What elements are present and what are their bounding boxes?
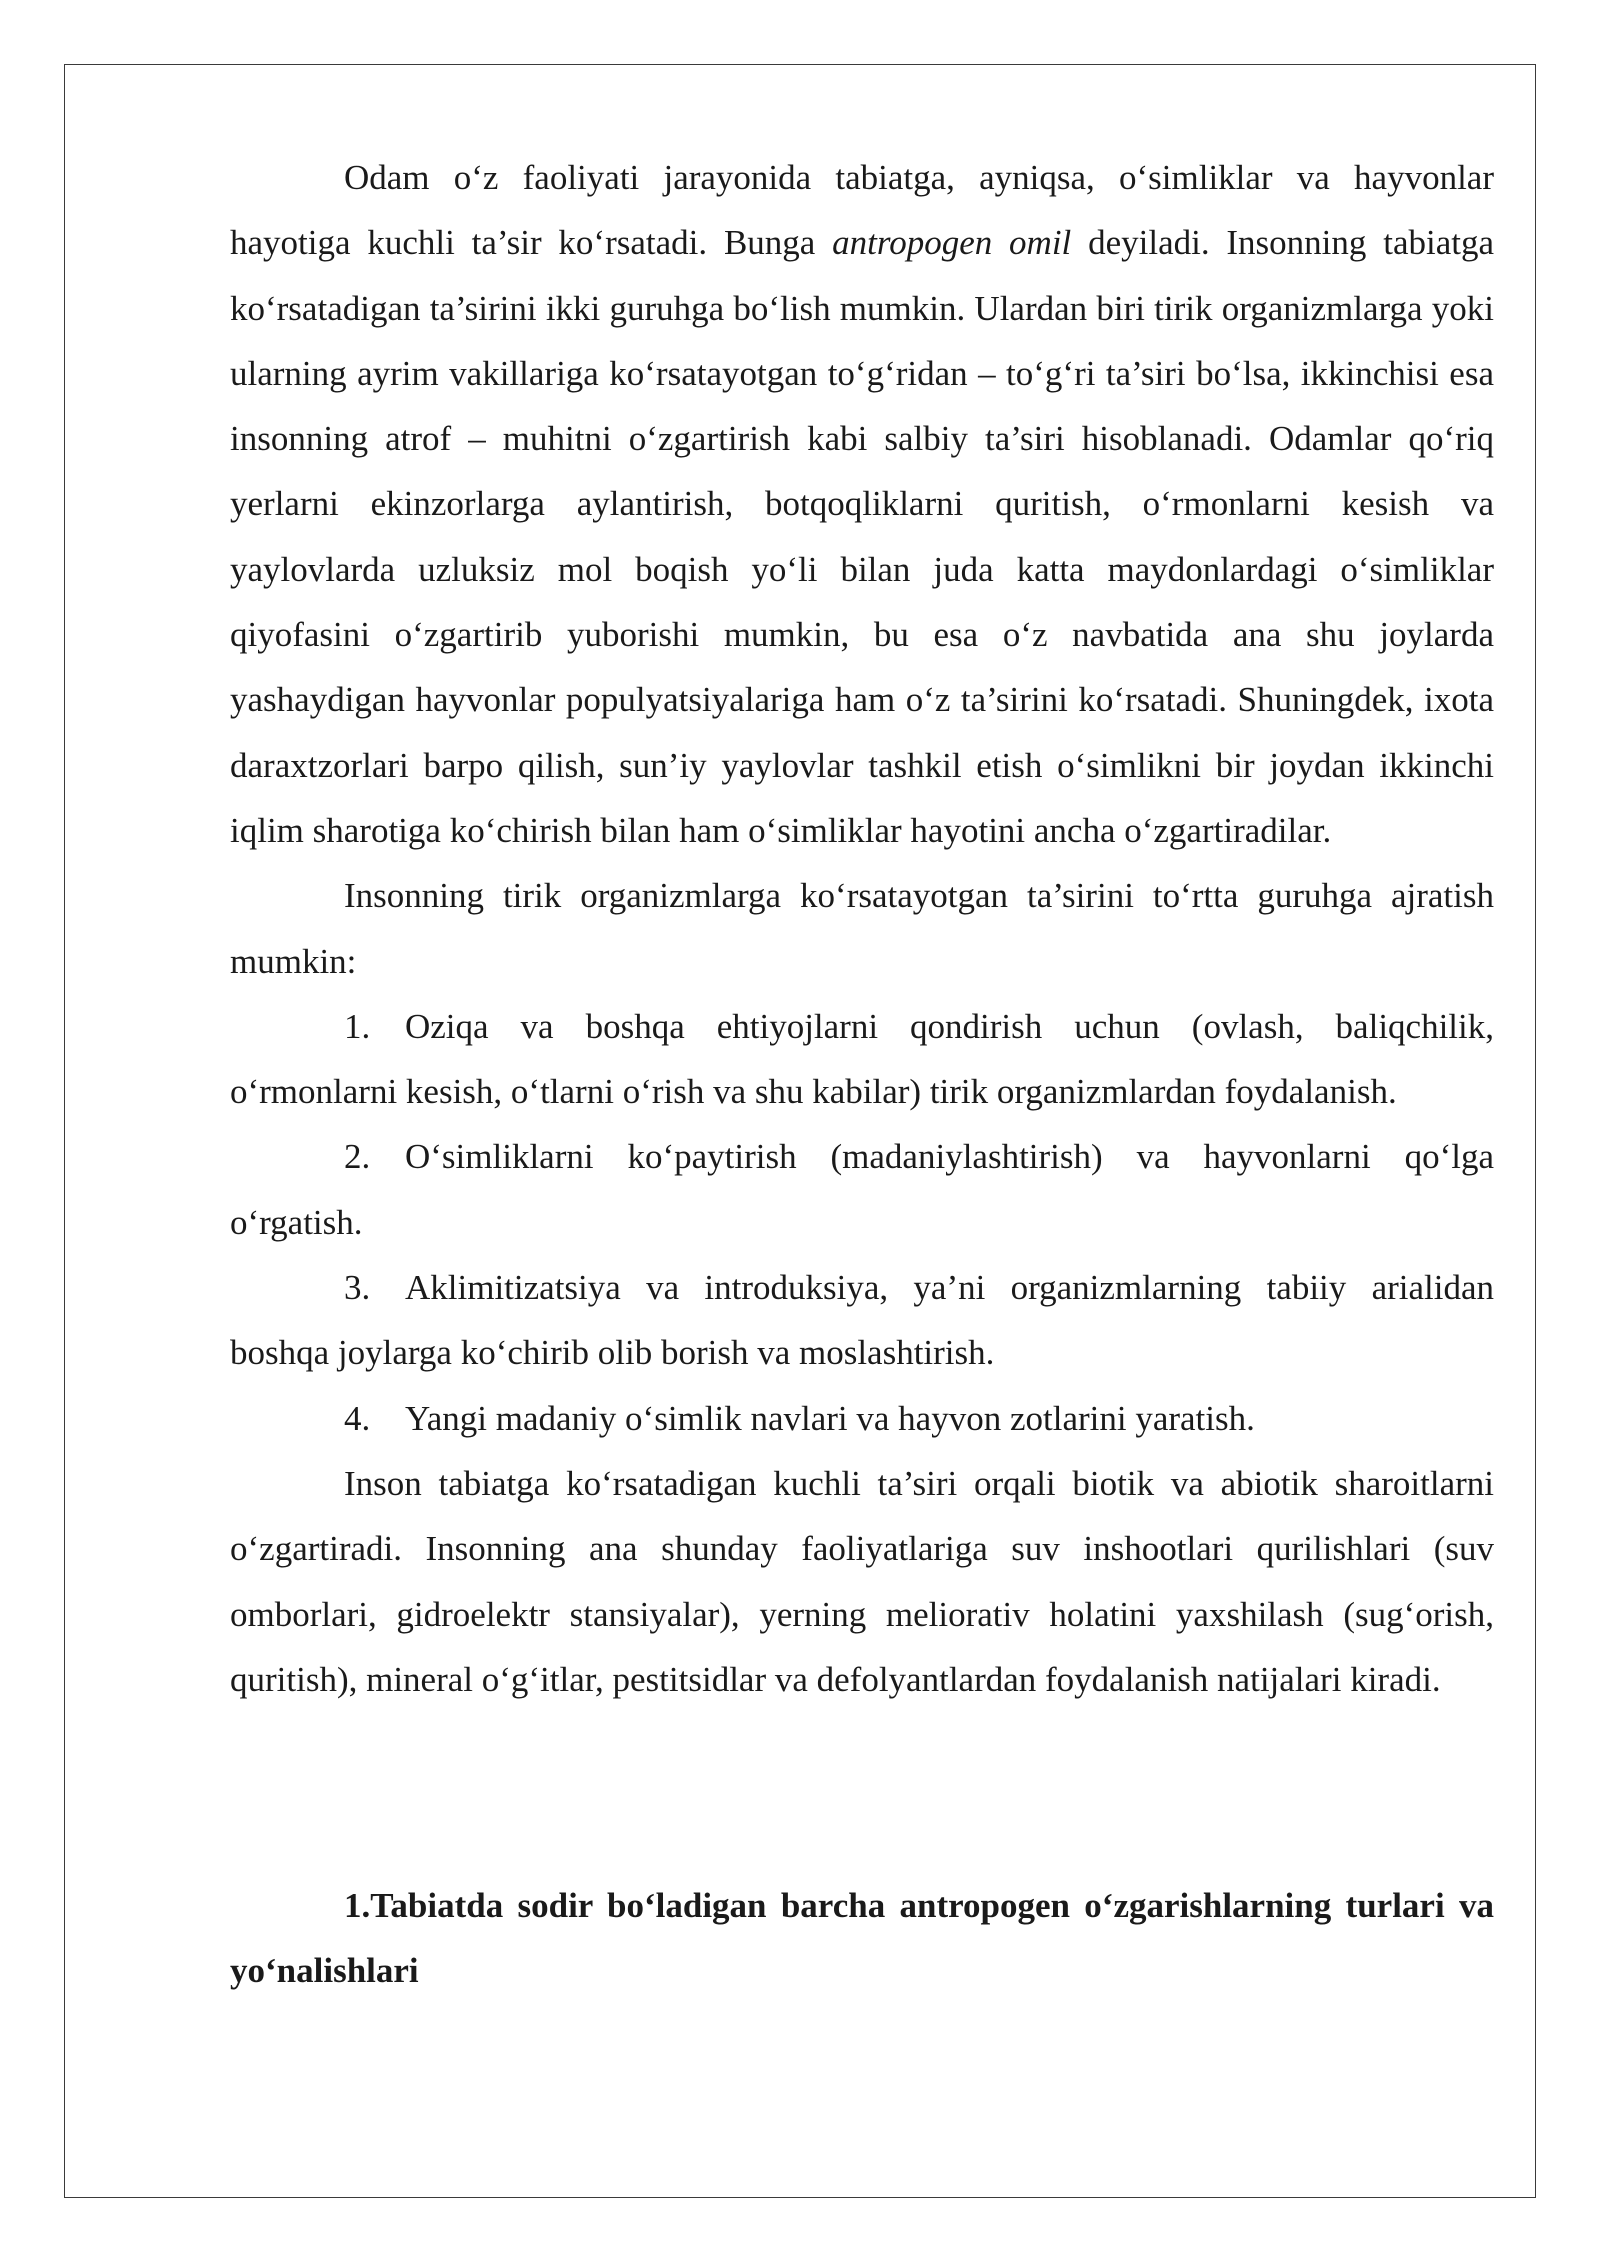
list-number: 1.	[344, 1006, 371, 1046]
paragraph-intro-text-2: deyiladi. Insonning tabiatga ko‘rsatadigan ta’sirini ikki guruhga bo‘lish mumkin. Ulardan biri tirik organizmlarga yoki ularning ayrim vakillariga ko‘rsatayotgan to‘g‘ridan – to‘g‘ri ta’siri bo‘lsa, ikkinchisi esa insonning atrof – muhitni o‘zgartirish kabi salbiy ta’siri hisoblanadi. Odamlar qo‘riq yerlarni ekinzorlarga aylantirish, botqoqliklarni quritish, o‘rmonlarni kesish va yaylovlarda uzluksiz mol boqish yo‘li bilan juda katta maydonlardagi o‘simliklar qiyofasini o‘zgartirib yuborishi mumkin, bu esa o‘z navbatida ana shu joylarda yashaydigan hayvonlar populyatsiyalariga ham o‘z ta’sirini ko‘rsatadi. Shuningdek, ixota daraxtzorlari barpo qilish, sun’iy yaylovlar tashkil etish o‘simlikni bir joydan ikkinchi iqlim sharotiga ko‘chirish bilan ham o‘simliklar hayotini ancha o‘zgartiradilar.	[230, 223, 1494, 850]
list-item-2	[230, 1124, 1494, 1255]
paragraph-groups: Insonning tirik organizmlarga ko‘rsatayotgan ta’sirini to‘rtta guruhga ajratish mumkin:	[230, 876, 1494, 981]
list-item-4	[230, 1386, 1494, 1451]
list-item-text: Oziqa va boshqa ehtiyojlarni qondirish uchun (ovlash, baliqchilik, o‘rmonlarni kesish, o‘tlarni o‘rish va shu kabilar) tirik organizmlardan foydalanish.	[230, 1006, 1494, 1112]
list-item-1	[230, 994, 1494, 1125]
list-item-3	[230, 1255, 1494, 1386]
list-number: 4.	[344, 1398, 371, 1438]
section-heading: 1.Tabiatda sodir bo‘ladigan barcha antropogen o‘zgarishlarning turlari va yo‘nalishlari	[230, 1886, 1494, 1991]
paragraph-impact: Inson tabiatga ko‘rsatadigan kuchli ta’siri orqali biotik va abiotik sharoitlarni o‘zgartiradi. Insonning ana shunday faoliyatlariga suv inshootlari qurilishlari (suv omborlari, gidroelektr stansiyalar), yerning meliorativ holatini yaxshilash (sug‘orish, quritish), mineral o‘g‘itlar, pestitsidlar va defolyantlardan foydalanish natijalari kiradi.	[230, 1463, 1494, 1699]
list-number: 3.	[344, 1268, 371, 1308]
list-item-text: O‘simliklarni ko‘paytirish (madaniylashtirish) va hayvonlarni qo‘lga o‘rgatish.	[230, 1137, 1494, 1242]
list-item-text: Aklimitizatsiya va introduksiya, ya’ni organizmlarning tabiiy arialidan boshqa joylarga ko‘chirib olib borish va moslashtirish.	[230, 1268, 1494, 1373]
list-item-text: Yangi madaniy o‘simlik navlari va hayvon zotlarini yaratish.	[405, 1398, 1255, 1438]
document-body	[230, 145, 1494, 2004]
paragraph-intro	[230, 145, 1494, 863]
list-number: 2.	[344, 1137, 371, 1177]
paragraph-intro-text-1: Odam o‘z faoliyati jarayonida tabiatga, ayniqsa, o‘simliklar va hayvonlar hayotiga kuchli ta’sir ko‘rsatadi. Bunga	[230, 158, 1494, 263]
emphasis-term: antropogen omil	[832, 223, 1072, 263]
